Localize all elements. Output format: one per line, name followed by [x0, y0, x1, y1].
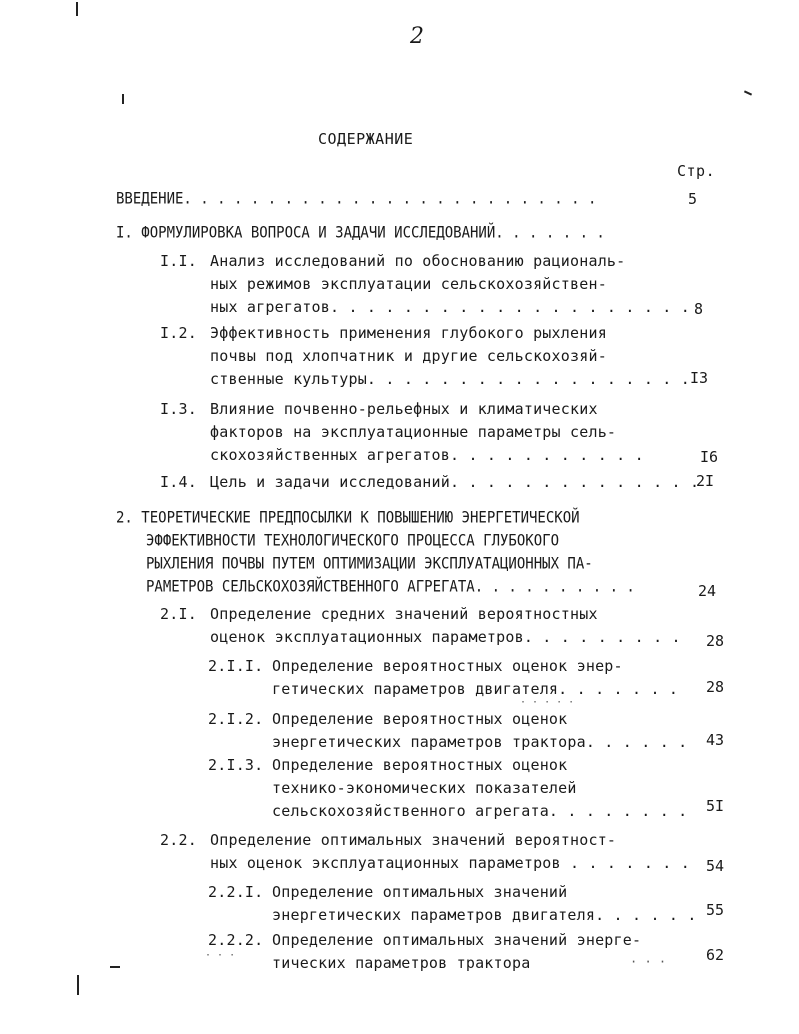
contents-title: СОДЕРЖАНИЕ — [318, 130, 414, 148]
toc-entry-s1-3-line[interactable]: Влияние почвенно-рельефных и климатических — [210, 400, 598, 418]
toc-entry-s2-1-2-line[interactable]: энергетических параметров трактора. . . . . . — [272, 733, 688, 751]
toc-entry-s2-1-line[interactable]: Определение средних значений вероятностных — [210, 605, 598, 623]
toc-page-s2-1: 28 — [706, 632, 725, 650]
toc-page-s1-4: 2I — [696, 472, 715, 490]
toc-entry-s1-3-line[interactable]: скохозяйственных агрегатов. . . . . . . . . . . — [210, 446, 644, 464]
scan-mark-bottom-left — [77, 975, 79, 995]
page-column-header: Стр. — [677, 162, 716, 180]
toc-entry-s2-1-3-line[interactable]: технико-экономических показателей — [272, 779, 577, 797]
toc-number-s1-4: I.4. — [160, 473, 197, 491]
toc-entry-s1-2-line[interactable]: почвы под хлопчатник и другие сельскохозяй- — [210, 347, 607, 365]
toc-page-s2-2-1: 55 — [706, 901, 725, 919]
toc-entry-s2-1-1-line[interactable]: гетических параметров двигателя. . . . . . . — [272, 680, 679, 698]
scan-mark-left — [122, 94, 124, 104]
toc-number-s1-2: I.2. — [160, 324, 197, 342]
toc-page-s2-1-3: 5I — [706, 797, 725, 815]
toc-page-s1-1: 8 — [694, 300, 704, 318]
toc-number-s1-3: I.3. — [160, 400, 197, 418]
toc-number-s2-2-2: 2.2.2. — [208, 931, 264, 949]
toc-entry-s1-1-line[interactable]: ных режимов эксплуатации сельскохозяйствен- — [210, 275, 607, 293]
toc-entry-s1-3-line[interactable]: факторов на эксплуатационные параметры сель- — [210, 423, 617, 441]
toc-entry-s2-line[interactable]: ЭФФЕКТИВНОСТИ ТЕХНОЛОГИЧЕСКОГО ПРОЦЕССА ГЛУБОКОГО — [146, 531, 560, 551]
toc-page-s2-1-1: 28 — [706, 678, 725, 696]
toc-entry-s1-1-line[interactable]: ных агрегатов. . . . . . . . . . . . . . . . . . . . — [210, 298, 690, 316]
toc-entry-s2-2-2-line[interactable]: Определение оптимальных значений энерге- — [272, 931, 642, 949]
toc-number-s2-1-1: 2.I.I. — [208, 657, 264, 675]
toc-entry-s2-2-line[interactable]: Определение оптимальных значений вероятност- — [210, 831, 617, 849]
toc-number-s2-1: 2.I. — [160, 605, 197, 623]
toc-entry-s1-2-line[interactable]: ственные культуры. . . . . . . . . . . . . . . . . . — [210, 370, 690, 388]
toc-entry-s1-1-line[interactable]: Анализ исследований по обоснованию рациональ- — [210, 252, 626, 270]
toc-page-s2-2-2: 62 — [706, 946, 725, 964]
toc-entry-s2-2-2-line[interactable]: тических параметров трактора — [272, 954, 531, 972]
scan-mark-top-left — [76, 2, 78, 16]
scan-mark-right — [744, 90, 752, 95]
toc-number-s2-2: 2.2. — [160, 831, 197, 849]
toc-number-s2-2-1: 2.2.I. — [208, 883, 264, 901]
toc-entry-s2-line[interactable]: 2. ТЕОРЕТИЧЕСКИЕ ПРЕДПОСЫЛКИ К ПОВЫШЕНИЮ ЭНЕРГЕТИЧЕСКОЙ — [116, 508, 580, 528]
toc-entry-s1-4-line[interactable]: Цель и задачи исследований. . . . . . . . . . . . . . — [210, 473, 700, 491]
scan-speck: · · · — [630, 955, 667, 969]
toc-number-s1-1: I.I. — [160, 252, 197, 270]
toc-page-intro: 5 — [688, 190, 698, 208]
toc-entry-s1-2-line[interactable]: Эффективность применения глубокого рыхления — [210, 324, 607, 342]
toc-entry-s2-line[interactable]: РЫХЛЕНИЯ ПОЧВЫ ПУТЕМ ОПТИМИЗАЦИИ ЭКСПЛУАТАЦИОННЫХ ПА- — [146, 554, 593, 574]
toc-entry-s1[interactable]: I. ФОРМУЛИРОВКА ВОПРОСА И ЗАДАЧИ ИССЛЕДОВАНИЙ. . . . . . . — [116, 223, 605, 243]
scan-speck: · · · · · — [520, 697, 575, 708]
toc-entry-s2-2-line[interactable]: ных оценок эксплуатационных параметров . . . . . . . — [210, 854, 690, 872]
toc-entry-s2-1-3-line[interactable]: сельскохозяйственного агрегата. . . . . . . . — [272, 802, 688, 820]
toc-entry-s2-1-line[interactable]: оценок эксплуатационных параметров. . . . . . . . . — [210, 628, 681, 646]
scan-dash-bottom-left — [110, 966, 120, 968]
toc-page-s2-2: 54 — [706, 857, 725, 875]
toc-number-s2-1-3: 2.I.3. — [208, 756, 264, 774]
toc-entry-intro[interactable]: ВВЕДЕНИЕ. . . . . . . . . . . . . . . . . . . . . . . . . — [116, 189, 597, 209]
toc-entry-s2-2-1-line[interactable]: Определение оптимальных значений — [272, 883, 568, 901]
toc-page-s1-2: I3 — [690, 369, 709, 387]
toc-entry-s2-line[interactable]: РАМЕТРОВ СЕЛЬСКОХОЗЯЙСТВЕННОГО АГРЕГАТА. . . . . . . . . . — [146, 577, 635, 597]
toc-page-s2: 24 — [698, 582, 717, 600]
toc-entry-s2-2-1-line[interactable]: энергетических параметров двигателя. . . . . . — [272, 906, 697, 924]
toc-number-s2-1-2: 2.I.2. — [208, 710, 264, 728]
toc-entry-s2-1-2-line[interactable]: Определение вероятностных оценок — [272, 710, 568, 728]
page-number: 2 — [410, 24, 424, 49]
toc-entry-s2-1-3-line[interactable]: Определение вероятностных оценок — [272, 756, 568, 774]
scan-speck: · · · — [205, 950, 236, 961]
toc-entry-s2-1-1-line[interactable]: Определение вероятностных оценок энер- — [272, 657, 623, 675]
toc-page-s2-1-2: 43 — [706, 731, 725, 749]
toc-page-s1-3: I6 — [700, 448, 719, 466]
